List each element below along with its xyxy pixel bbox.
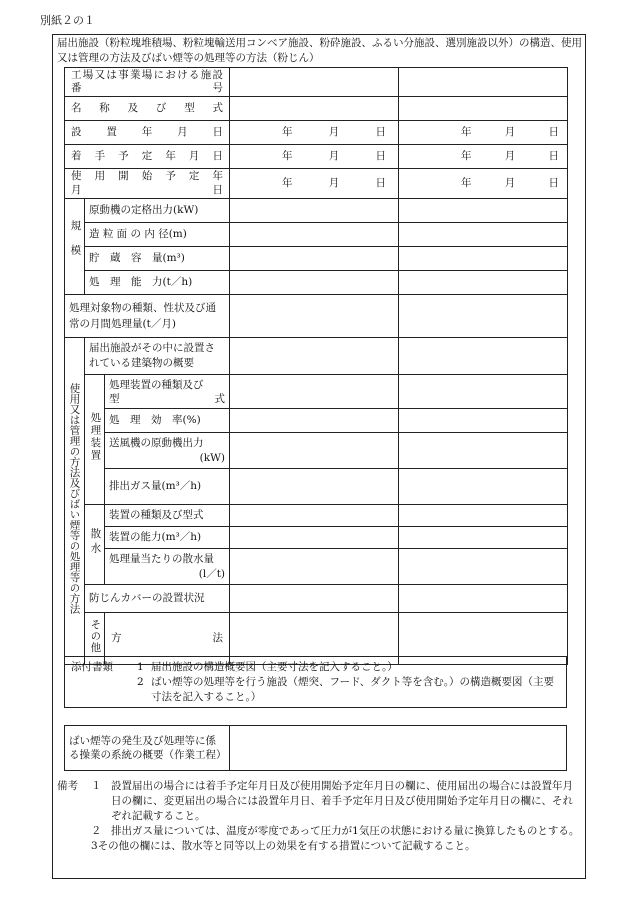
process-flow-table	[64, 725, 567, 771]
row-treatment-fan	[65, 433, 568, 469]
notes-section	[57, 779, 581, 854]
field-scale-motor-1[interactable]	[230, 199, 399, 223]
label-scale-diameter: 造 粒 面 の 内 径(m)	[85, 223, 230, 247]
attachments-label: 添付書類	[71, 661, 113, 673]
attachment-num: 2	[137, 676, 144, 688]
label-sprinkler-capacity: 装置の能力(m³／h)	[105, 527, 230, 549]
unit-month: 月	[328, 176, 340, 189]
label-scale-throughput: 処 理 能 力(t／h)	[85, 271, 230, 295]
field-treatment-gas-2[interactable]	[399, 469, 568, 505]
label-treatment-fan-b: (kW)	[199, 451, 226, 464]
field-cover-1[interactable]	[230, 585, 399, 613]
row-install-date	[65, 121, 568, 145]
field-sprinkler-type-1[interactable]	[230, 505, 399, 527]
field-install-date-2[interactable]	[399, 121, 568, 145]
form-title: 届出施設（粉粒塊堆積場、粉粒塊輸送用コンベア施設、粉砕施設、ふるい分施設、選別施設以外）の構造、使用又は管理の方法及びばい煙等の処理等の方法（粉じん）	[57, 37, 582, 64]
field-name-type-1[interactable]	[230, 97, 399, 121]
label-other: その他	[85, 613, 105, 665]
row-start-date	[65, 145, 568, 169]
label-treatment-fan-a: 送風機の原動機出力	[109, 436, 204, 449]
unit-month: 月	[504, 176, 516, 189]
field-scale-diameter-2[interactable]	[399, 223, 568, 247]
attachment-text: ばい煙等の処理等を行う施設（煙突、フード、ダクト等を含む。）の構造概要図（主要寸法を記入すること。）	[151, 676, 554, 703]
field-treatment-type-1[interactable]	[230, 375, 399, 409]
field-sprinkler-type-2[interactable]	[399, 505, 568, 527]
unit-day: 日	[375, 125, 387, 138]
field-name-type-2[interactable]	[399, 97, 568, 121]
field-sprinkler-capacity-1[interactable]	[230, 527, 399, 549]
field-material-1[interactable]	[230, 295, 399, 338]
label-treatment-gas: 排出ガス量(m³／h)	[105, 469, 230, 505]
label-method: 使用又は管理の方法及びばい煙等の処理等の方法	[65, 338, 85, 665]
row-scale-diameter	[65, 223, 568, 247]
label-scale: 規模	[65, 199, 85, 295]
field-material-2[interactable]	[399, 295, 568, 338]
note-num: ２	[91, 825, 102, 837]
row-sprinkler-type	[65, 505, 568, 527]
label-facility-number-a: 工場又は事業場における施設	[71, 69, 224, 81]
field-treatment-gas-1[interactable]	[230, 469, 399, 505]
note-text: その他の欄には、散水等と同等以上の効果を有する措置について記載すること。	[97, 840, 476, 852]
row-facility-number	[65, 68, 568, 97]
label-treatment-type-a: 処理装置の種類及び	[109, 378, 204, 391]
unit-year: 年	[282, 176, 293, 189]
field-building-1[interactable]	[230, 338, 399, 375]
field-use-date-1[interactable]	[230, 169, 399, 199]
label-sprinkler-rate-a: 処理量当たりの散水量	[109, 552, 214, 565]
form-id: 別紙２の１	[40, 14, 95, 27]
unit-day: 日	[548, 149, 560, 162]
field-process-flow[interactable]	[230, 726, 567, 771]
attachment-num: 1	[137, 661, 144, 673]
row-name-type	[65, 97, 568, 121]
row-treatment-gas	[65, 469, 568, 505]
field-treatment-efficiency-2[interactable]	[399, 409, 568, 433]
label-use-date: 使 用 開 始 予 定 年 月 日	[71, 170, 234, 196]
unit-month: 月	[328, 149, 340, 162]
attachment-text: 届出施設の構造概要図（主要寸法を記入すること。）	[151, 661, 398, 673]
unit-year: 年	[282, 125, 293, 138]
field-scale-capacity-1[interactable]	[230, 247, 399, 271]
row-treatment-type	[65, 375, 568, 409]
field-sprinkler-capacity-2[interactable]	[399, 527, 568, 549]
unit-day: 日	[375, 149, 387, 162]
label-start-date: 着 手 予 定 年 月 日	[71, 149, 224, 162]
row-scale-motor	[65, 199, 568, 223]
label-treatment-efficiency: 処 理 効 率(%)	[105, 409, 230, 433]
field-install-date-1[interactable]	[230, 121, 399, 145]
unit-year: 年	[282, 149, 293, 162]
field-sprinkler-rate-1[interactable]	[230, 549, 399, 585]
row-scale-throughput	[65, 271, 568, 295]
field-sprinkler-rate-2[interactable]	[399, 549, 568, 585]
unit-day: 日	[548, 125, 560, 138]
unit-day: 日	[375, 176, 387, 189]
field-use-date-2[interactable]	[399, 169, 568, 199]
label-process-flow: ばい煙等の発生及び処理等に係る操業の系統の概要（作業工程）	[65, 726, 230, 771]
field-scale-throughput-1[interactable]	[230, 271, 399, 295]
unit-year: 年	[461, 176, 472, 189]
field-treatment-type-2[interactable]	[399, 375, 568, 409]
note-num: 3	[91, 840, 98, 852]
label-other-method: 方 法	[111, 631, 224, 644]
label-scale-motor: 原動機の定格出力(kW)	[85, 199, 230, 223]
row-material	[65, 295, 568, 338]
label-material: 処理対象物の種類、性状及び通常の月間処理量(t／月)	[65, 295, 230, 338]
row-treatment-efficiency	[65, 409, 568, 433]
label-name-type: 名 称 及 び 型 式	[71, 101, 224, 114]
row-building	[65, 338, 568, 375]
note-text: 排出ガス量については、温度が零度であって圧力が1気圧の状態における量に換算したものとする。	[111, 825, 580, 837]
field-cover-2[interactable]	[399, 585, 568, 613]
unit-day: 日	[548, 176, 560, 189]
row-sprinkler-rate	[65, 549, 568, 585]
row-scale-capacity	[65, 247, 568, 271]
label-treatment-type-b: 型 式	[109, 392, 226, 405]
field-scale-motor-2[interactable]	[399, 199, 568, 223]
row-sprinkler-capacity	[65, 527, 568, 549]
notes-label: 備考	[57, 780, 78, 792]
unit-month: 月	[504, 149, 516, 162]
label-facility-number-b: 番 号	[71, 82, 224, 94]
field-start-date-2[interactable]	[399, 145, 568, 169]
field-treatment-fan-1[interactable]	[230, 433, 399, 469]
note-num: １	[91, 780, 102, 792]
row-cover	[65, 585, 568, 613]
field-building-2[interactable]	[399, 338, 568, 375]
facility-table	[64, 67, 568, 665]
unit-month: 月	[328, 125, 340, 138]
field-treatment-efficiency-1[interactable]	[230, 409, 399, 433]
label-cover: 防じんカバーの設置状況	[85, 585, 230, 613]
field-facility-number-1[interactable]	[230, 68, 399, 97]
label-sprinkler-rate-b: (l／t)	[198, 567, 226, 580]
label-treatment: 処理装置	[85, 375, 105, 505]
label-scale-capacity: 貯 蔵 容 量(m³)	[85, 247, 230, 271]
label-sprinkler: 散水	[85, 505, 105, 585]
field-scale-capacity-2[interactable]	[399, 247, 568, 271]
row-use-date	[65, 169, 568, 199]
note-text: 設置届出の場合には着手予定年月日及び使用開始予定年月日の欄に、使用届出の場合には設置年月日の欄に、変更届出の場合には設置年月日、着手予定年月日及び使用開始予定年月日の欄に、それぞれ記載すること。	[111, 780, 573, 822]
field-scale-diameter-1[interactable]	[230, 223, 399, 247]
label-building: 届出施設がその中に設置されている建築物の概要	[85, 338, 230, 375]
unit-month: 月	[504, 125, 516, 138]
field-scale-throughput-2[interactable]	[399, 271, 568, 295]
label-install-date: 設 置 年 月 日	[71, 125, 224, 138]
attachments-box	[64, 656, 567, 708]
label-sprinkler-type: 装置の種類及び型式	[105, 505, 230, 527]
field-facility-number-2[interactable]	[399, 68, 568, 97]
unit-year: 年	[461, 149, 472, 162]
unit-year: 年	[461, 125, 472, 138]
field-treatment-fan-2[interactable]	[399, 433, 568, 469]
field-start-date-1[interactable]	[230, 145, 399, 169]
